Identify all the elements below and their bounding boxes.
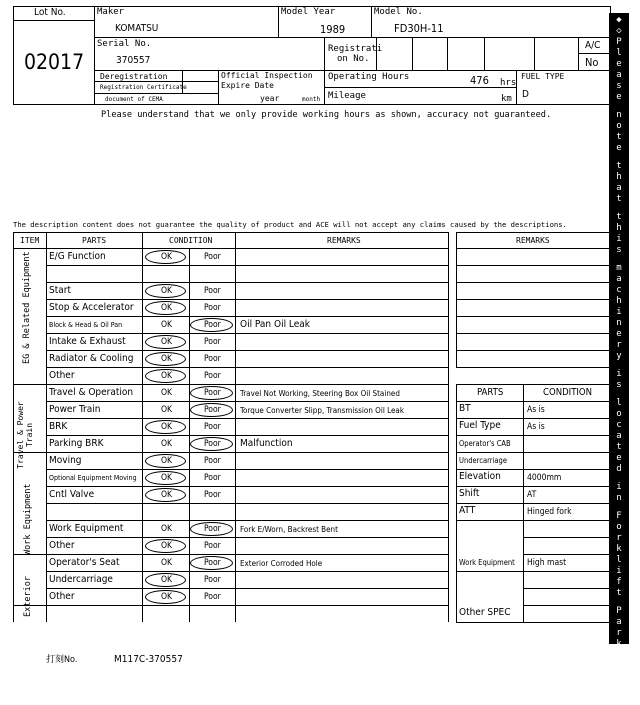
condition-poor-circle — [190, 437, 233, 451]
sidebar-char: n — [616, 318, 622, 328]
sidebar-char: e — [616, 143, 622, 153]
spec-row-line — [523, 554, 609, 555]
disclaimer-text: The description content does not guarantee the quality of product and ACE will not accept any claims caused by the descriptions. — [13, 220, 567, 229]
condition-ok-circle — [145, 590, 186, 604]
condition-poor-label: Poor — [204, 354, 221, 364]
sidebar-char: P — [616, 606, 622, 616]
group-divider — [13, 248, 46, 249]
sidebar-char: h — [616, 223, 622, 233]
table-row-remark: Travel Not Working, Steering Box Oil Stained — [240, 389, 400, 398]
sidebar-char: l — [616, 48, 622, 58]
sidebar-char — [609, 504, 629, 511]
sidebar-char: a — [616, 431, 622, 441]
table-row-line — [46, 469, 448, 470]
sidebar-char: e — [616, 329, 622, 339]
sidebar-char: ◆ — [616, 694, 622, 704]
sidebar-char: i — [616, 307, 622, 317]
condition-ok-label: OK — [161, 541, 173, 551]
table-row-remark: Malfunction — [240, 438, 293, 449]
table-row-line — [46, 537, 448, 538]
sidebar-char: n — [616, 110, 622, 120]
spec-parts-header: PARTS — [477, 387, 504, 398]
table-row-line — [46, 554, 448, 555]
sidebar-char: a — [616, 70, 622, 80]
spec-row-line — [456, 622, 609, 623]
spec-row-line — [523, 605, 609, 606]
model-no-value: FD30H-11 — [394, 22, 444, 35]
col-parts-header: PARTS — [82, 236, 107, 245]
sidebar-char: ◆ — [616, 15, 622, 25]
spec-row-line — [456, 418, 609, 419]
condition-ok-label: OK — [161, 388, 173, 398]
sidebar-char: m — [616, 263, 622, 273]
table-row-part: Other — [49, 540, 75, 551]
table-row-line — [46, 452, 448, 453]
condition-ok-label: OK — [161, 320, 173, 330]
spec-row-line — [456, 435, 609, 436]
condition-ok-label: OK — [161, 490, 173, 500]
sidebar-char: i — [616, 650, 622, 660]
spec-row-line — [523, 537, 609, 538]
condition-poor-label: Poor — [204, 388, 221, 398]
year-label: year — [260, 94, 280, 103]
condition-ok-circle — [145, 301, 186, 315]
condition-ok-label: OK — [161, 252, 173, 262]
condition-poor-label: Poor — [204, 371, 221, 381]
sidebar-char: F — [616, 511, 622, 521]
condition-poor-label: Poor — [204, 439, 221, 449]
fuel-type-label: FUEL TYPE — [521, 72, 565, 81]
condition-poor-label: Poor — [204, 422, 221, 432]
model-no-label: Model No. — [374, 7, 423, 17]
location-sidebar — [609, 13, 629, 704]
sidebar-char: l — [616, 398, 622, 408]
sidebar-char: a — [616, 183, 622, 193]
condition-poor-circle — [190, 556, 233, 570]
table-row-line — [46, 571, 448, 572]
condition-ok-circle — [145, 369, 186, 383]
registration-label: Registrati — [328, 44, 383, 54]
condition-poor-label: Poor — [204, 473, 221, 483]
spec-row-line — [456, 486, 609, 487]
table-row-line — [46, 333, 448, 334]
sidebar-char: c — [616, 285, 622, 295]
cema-label: document of CEMA — [105, 96, 163, 103]
table-row-part: Power Train — [49, 404, 101, 415]
table-row-line — [46, 299, 448, 300]
inspection-label-2: Expire Date — [221, 81, 274, 90]
deregistration-label: Deregistration — [100, 72, 168, 81]
table-row-line — [46, 588, 448, 589]
sidebar-char — [609, 391, 629, 398]
sidebar-char: r — [616, 628, 622, 638]
spec-row-value: As is — [527, 422, 545, 432]
sidebar-char: o — [616, 522, 622, 532]
serial-value: 370557 — [116, 55, 151, 66]
condition-ok-circle — [145, 488, 186, 502]
condition-ok-circle — [145, 284, 186, 298]
sidebar-char: o — [616, 121, 622, 131]
table-row-part: Optional Equipment Moving — [49, 474, 137, 482]
table-row-line — [46, 316, 448, 317]
right-remarks-header: REMARKS — [516, 236, 550, 245]
condition-ok-label: OK — [161, 592, 173, 602]
condition-poor-label: Poor — [204, 320, 221, 330]
sidebar-char: i — [616, 482, 622, 492]
table-row-part: Block & Head & Oil Pan — [49, 321, 123, 329]
table-row-part: Other — [49, 591, 75, 602]
sidebar-char: P — [616, 37, 622, 47]
sidebar-char: s — [616, 81, 622, 91]
table-row-part: Start — [49, 285, 71, 296]
condition-ok-circle — [145, 454, 186, 468]
table-row-remark: Oil Pan Oil Leak — [240, 319, 311, 330]
sidebar-char: g — [616, 672, 622, 682]
table-row-line — [46, 486, 448, 487]
table-row-line — [46, 435, 448, 436]
group-travel-label: Travel & Power Train — [16, 401, 34, 469]
table-row-line — [46, 503, 448, 504]
condition-ok-circle — [145, 539, 186, 553]
table-row-line — [46, 605, 448, 606]
table-row-part: Parking BRK — [49, 438, 104, 449]
condition-poor-label: Poor — [204, 541, 221, 551]
sidebar-char: t — [616, 194, 622, 204]
operating-hours-label: Operating Hours — [328, 72, 410, 82]
reg-certificate-label: Registration Certificate — [100, 84, 187, 91]
spec-condition-header: CONDITION — [543, 387, 593, 398]
table-row-remark: Torque Converter Slipp, Transmission Oil Leak — [240, 406, 404, 415]
sidebar-char — [609, 103, 629, 110]
sidebar-char: c — [616, 420, 622, 430]
spec-row-value: AT — [527, 490, 537, 500]
right-remarks-line — [456, 265, 609, 266]
table-row-part: Undercarriage — [49, 574, 113, 585]
table-row-line — [46, 282, 448, 283]
km-label: km — [501, 94, 512, 104]
condition-poor-label: Poor — [204, 524, 221, 534]
sidebar-char — [609, 154, 629, 161]
condition-poor-label: Poor — [204, 575, 221, 585]
sidebar-char: h — [616, 172, 622, 182]
sidebar-char: t — [616, 132, 622, 142]
condition-poor-circle — [190, 318, 233, 332]
sidebar-char — [609, 256, 629, 263]
location-note — [609, 13, 629, 705]
table-row-part: Operator's Seat — [49, 557, 120, 568]
sidebar-char: k — [616, 639, 622, 649]
col-item-header: ITEM — [20, 236, 40, 245]
table-row-line — [46, 265, 448, 266]
sidebar-char: f — [616, 577, 622, 587]
sidebar-char: ◇ — [616, 26, 622, 36]
condition-ok-circle — [145, 471, 186, 485]
sidebar-char: e — [616, 453, 622, 463]
sidebar-char: o — [616, 409, 622, 419]
condition-ok-label: OK — [161, 286, 173, 296]
spec-row-line — [456, 452, 609, 453]
spec-row-part: Fuel Type — [459, 420, 501, 431]
table-row-part: Radiator & Cooling — [49, 353, 134, 364]
sidebar-char: t — [616, 212, 622, 222]
registration-label-2: on No. — [337, 54, 370, 64]
month-label: month — [302, 96, 321, 103]
stamp-value: M117C-370557 — [114, 654, 183, 665]
sidebar-char: n — [616, 493, 622, 503]
sidebar-char: t — [616, 588, 622, 598]
ac-label: A/C — [585, 40, 601, 51]
sidebar-char: a — [616, 617, 622, 627]
right-remarks-line — [456, 367, 609, 368]
table-row-part: Travel & Operation — [49, 387, 134, 398]
condition-ok-label: OK — [161, 405, 173, 415]
model-year-label: Model Year — [281, 7, 336, 17]
table-row-line — [46, 418, 448, 419]
condition-ok-circle — [145, 420, 186, 434]
spec-row-value: High mast — [527, 558, 567, 568]
condition-ok-label: OK — [161, 422, 173, 432]
condition-ok-label: OK — [161, 473, 173, 483]
spec-row-part: Shift — [459, 488, 480, 499]
col-condition-header: CONDITION — [169, 236, 213, 245]
condition-ok-label: OK — [161, 303, 173, 313]
spec-row-value: Hinged fork — [527, 507, 572, 517]
sidebar-char — [609, 475, 629, 482]
sidebar-char — [609, 599, 629, 606]
sidebar-char: a — [616, 274, 622, 284]
spec-row-line — [456, 520, 609, 521]
table-row-line — [46, 520, 448, 521]
operating-hours-value: 476 — [470, 74, 489, 87]
spec-row-part: Other SPEC — [459, 607, 511, 618]
spec-row-line — [523, 588, 609, 589]
spec-row-value: As is — [527, 405, 545, 415]
lot-number: 02017 — [24, 50, 85, 74]
sidebar-char: h — [616, 296, 622, 306]
right-remarks-line — [456, 282, 609, 283]
ac-value: No — [585, 56, 599, 69]
condition-ok-circle — [145, 335, 186, 349]
condition-poor-label: Poor — [204, 558, 221, 568]
sidebar-char: r — [616, 533, 622, 543]
group-divider — [13, 384, 46, 385]
col-remarks-header: REMARKS — [327, 236, 361, 245]
group-eg-label: EG & Related Equipment — [22, 251, 32, 364]
hrs-label: hrs — [500, 78, 517, 88]
lot-label: Lot No. — [34, 7, 66, 18]
table-row-part: BRK — [49, 421, 68, 432]
sidebar-char — [609, 362, 629, 369]
mileage-label: Mileage — [328, 91, 366, 101]
condition-ok-label: OK — [161, 337, 173, 347]
table-row-part: Other — [49, 370, 75, 381]
table-row-remark: Fork E/Worn, Backrest Bent — [240, 525, 338, 534]
condition-poor-label: Poor — [204, 405, 221, 415]
table-row-part: Work Equipment — [49, 523, 124, 534]
hours-accuracy-note: Please understand that we only provide working hours as shown, accuracy not guaranteed. — [101, 110, 552, 120]
sidebar-char: k — [616, 544, 622, 554]
spec-row-line — [456, 571, 609, 572]
condition-poor-label: Poor — [204, 303, 221, 313]
condition-ok-circle — [145, 352, 186, 366]
table-row-part: E/G Function — [49, 251, 106, 262]
table-row-remark: Exterior Corroded Hole — [240, 559, 323, 568]
condition-poor-circle — [190, 403, 233, 417]
table-row-line — [46, 367, 448, 368]
condition-ok-label: OK — [161, 456, 173, 466]
spec-row-part: Elevation — [459, 471, 501, 482]
table-row-part: Moving — [49, 455, 82, 466]
sidebar-char: i — [616, 369, 622, 379]
sidebar-char: n — [616, 661, 622, 671]
right-remarks-line — [456, 299, 609, 300]
sidebar-char: s — [616, 245, 622, 255]
condition-ok-circle — [145, 250, 186, 264]
sidebar-char: i — [616, 234, 622, 244]
spec-row-part: Operator's CAB — [459, 439, 511, 448]
stamp-label: 打刻No. — [46, 655, 78, 665]
table-row-line — [46, 401, 448, 402]
inspection-label: Official Inspection — [221, 71, 313, 80]
serial-label: Serial No. — [97, 39, 152, 49]
spec-row-part: ATT — [459, 505, 476, 516]
maker-value: KOMATSU — [115, 23, 159, 34]
table-row-part: Cntl Valve — [49, 489, 95, 500]
sidebar-char: r — [616, 340, 622, 350]
sidebar-char: e — [616, 59, 622, 69]
spec-row-line — [456, 503, 609, 504]
spec-row-part: Work Equipment — [459, 558, 515, 567]
sidebar-char — [609, 205, 629, 212]
condition-ok-label: OK — [161, 524, 173, 534]
right-remarks-line — [456, 333, 609, 334]
condition-poor-label: Poor — [204, 286, 221, 296]
sidebar-char: s — [616, 380, 622, 390]
table-row-part: Stop & Accelerator — [49, 302, 134, 313]
sidebar-char: i — [616, 566, 622, 576]
sidebar-char: t — [616, 161, 622, 171]
spec-row-part: Undercarriage — [459, 456, 507, 465]
right-remarks-line — [456, 350, 609, 351]
condition-ok-label: OK — [161, 439, 173, 449]
group-exterior-label: Exterior — [23, 576, 33, 617]
condition-poor-label: Poor — [204, 456, 221, 466]
condition-ok-circle — [145, 573, 186, 587]
sidebar-char: l — [616, 555, 622, 565]
sidebar-char: y — [616, 351, 622, 361]
condition-poor-label: Poor — [204, 592, 221, 602]
condition-ok-label: OK — [161, 354, 173, 364]
condition-poor-label: Poor — [204, 337, 221, 347]
condition-ok-label: OK — [161, 371, 173, 381]
model-year-value: 1989 — [320, 23, 346, 36]
sidebar-char: ◇ — [616, 683, 622, 693]
table-row-line — [46, 384, 448, 385]
sidebar-char: d — [616, 464, 622, 474]
table-row-line — [46, 350, 448, 351]
sidebar-char: e — [616, 92, 622, 102]
condition-poor-circle — [190, 386, 233, 400]
group-work-label: Work Equipment — [23, 483, 33, 555]
right-remarks-line — [456, 316, 609, 317]
spec-row-line — [456, 469, 609, 470]
condition-poor-circle — [190, 522, 233, 536]
condition-ok-label: OK — [161, 558, 173, 568]
table-row-part: Intake & Exhaust — [49, 336, 126, 347]
fuel-type-value: D — [522, 89, 529, 100]
maker-label: Maker — [97, 7, 125, 17]
condition-poor-label: Poor — [204, 252, 221, 262]
condition-ok-label: OK — [161, 575, 173, 585]
spec-row-part: BT — [459, 403, 471, 414]
spec-row-value: 4000mm — [527, 473, 562, 483]
sidebar-char: t — [616, 442, 622, 452]
condition-poor-label: Poor — [204, 490, 221, 500]
